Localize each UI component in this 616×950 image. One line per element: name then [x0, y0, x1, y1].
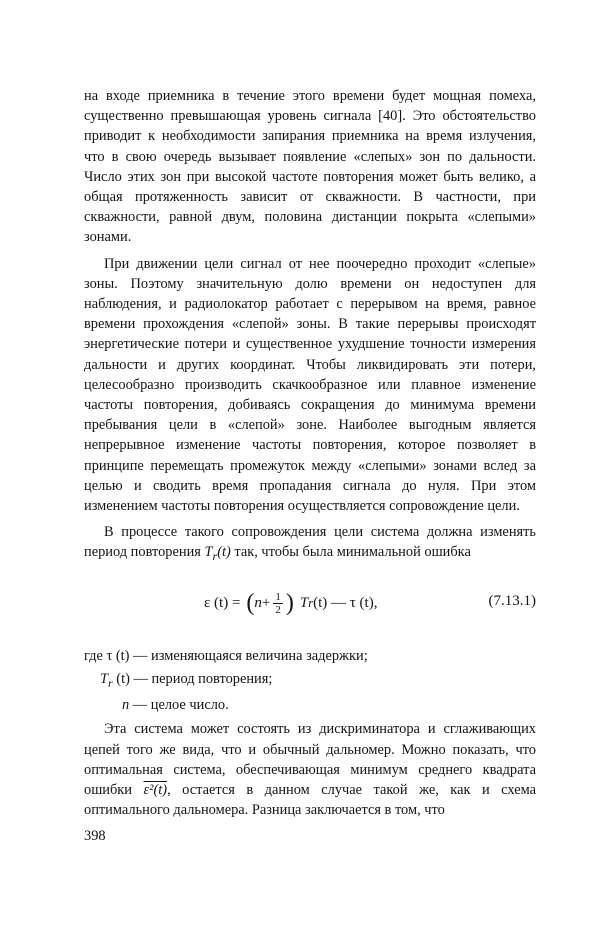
open-paren: ( — [240, 590, 255, 617]
where-n-symbol: n — [122, 697, 130, 714]
where-line-1: где τ (t) — изменяющаяся величина задержки; — [84, 647, 368, 664]
equation-rest: (t) — τ (t), — [313, 594, 378, 611]
page-content — [84, 86, 536, 845]
paragraph-1: на входе приемника в течение этого времени будет мощная помеха, существенно превышающая уровень сигнала [40]. Это обстоятельство приводит к необходимости запирания приемника на время излучения, что в свою очередь вызывает появление «слепых» зон по дальности. Число этих зон при высокой частоте повторения может быть велико, а общая протяженность зависит от скважности. В частности, при скважности, равной двум, половина дистанции покрыта «слепыми» зонами. — [84, 88, 536, 246]
where-n-text: — целое число. — [129, 697, 229, 714]
page-number: 398 — [84, 828, 106, 845]
equation-lhs: ε (t) = — [204, 594, 241, 611]
equation-number: (7.13.1) — [488, 592, 536, 609]
fraction-numerator: 1 — [275, 590, 281, 603]
where-period-text: (t) — период повторения; — [112, 670, 273, 687]
equation-T-subscript: r — [308, 595, 314, 610]
equation-7-13-1 — [84, 575, 536, 641]
fraction-one-half — [273, 591, 283, 616]
close-paren: ) — [285, 590, 300, 617]
period-subscript: r — [212, 549, 218, 564]
paragraph-4 — [84, 719, 536, 820]
period-argument: (t) — [217, 544, 231, 561]
paragraph-2: При движении цели сигнал от нее поочередно проходит «слепые» зоны. Поэтому значительную долю времени он недоступен для наблюдения, и радиолокатор работает с перерывом на время, равное времени прохождения «слепой» зоны. В такие перерывы происходят энергетические потери и существенное ухудшение точности измерения дальности и других координат. Чтобы ликвидировать эти потери, целесообразно производить скачкообразное или плавное изменение частоты повторения, добиваясь сокращения до минимума времени пребывания цели в «слепой» зоне. Наиболее выгодным является непрерывное изменение частоты повторения, которое позволяет в принципе перемещать промежуток между «слепыми» зонами вслед за целью и сводить время пропадания сигнала до нуля. При этом изменением частоты повторения осуществляется сопровождение цели. — [84, 255, 536, 515]
equation-body — [204, 591, 377, 616]
where-line-3 — [84, 696, 536, 715]
paragraph-3-text-b: так, чтобы была минимальной ошибка — [230, 544, 471, 561]
paragraph-4-text-b: , остается в данном случае такой же, как и схема оптимального дальномера. Разница заключается в том, что — [84, 782, 536, 819]
where-period-symbol: T — [100, 670, 109, 687]
paragraph-3-text-a: В процессе такого сопровождения цели система должна изменять период повторения — [84, 524, 536, 561]
paragraph-4-text-a: Эта система может состоять из дискриминатора и сглаживающих цепей того же вида, что и обычный дальномер. Можно показать, что оптимальная система, обеспечивающая минимум среднего квадрата ошибки — [84, 721, 536, 799]
equation-n: n — [254, 594, 262, 611]
where-line-2 — [84, 670, 536, 693]
equation-T: T — [299, 594, 309, 611]
mean-square-error: ε²(t) — [143, 782, 168, 799]
equation-plus: + — [261, 594, 271, 611]
period-symbol: T — [204, 544, 213, 561]
where-period-subscript: r — [108, 675, 113, 690]
fraction-denominator: 2 — [275, 603, 281, 616]
paragraph-3 — [84, 522, 536, 566]
